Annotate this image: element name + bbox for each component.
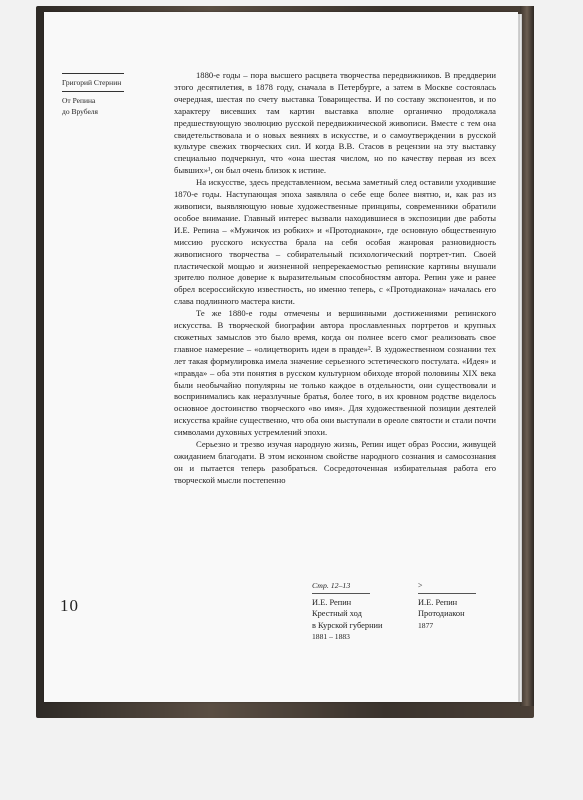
caption-arrow: > [418,581,423,590]
page-number: 10 [60,596,79,615]
book-spine [520,6,534,706]
caption-title: Крестный ход [312,609,362,618]
book-title-line-2: до Врубеля [62,107,98,116]
paragraph: На искусстве, здесь представленном, весьма заметный след оставили уходившие 1870-е годы. Наступающая эпоха заявляла о себе еще более внятно, и, как раз из живописи, выявляющую новые художественные принципы, современники обратили особое внимание. Главный интерес вызвали находившиеся в экспозиции две работы И.Е. Репина – «Мужичок из робких» и «Протодиакон», где основную общественную миссию русского искусства брала на себя особая жанровая разновидность живописного творчества – собирательный психологический портрет-тип. Своей пластической мощью и жизненной непререкаемостью репинские картины внушали зрителю полное доверие к выразительным способностям автора. Репин уже и ранее обрел всероссийскую известность, но именно теперь, с «Протодиакона» началась его слава подлинного мастера кисти. [174,177,496,307]
caption-page-ref: Стр. 12–13 [312,581,351,590]
running-header [62,73,172,117]
caption-dates: 1877 [418,620,434,630]
body-text [174,70,496,487]
paragraph: Серьезно и трезво изучая народную жизнь, Репин ищет образ России, живущей ожиданием благодати. В этом исконном свойстве народного сознания и самосознания он и пытается теперь разобраться. Сосредоточенная избирательная работа его творческой мысли постепенно [174,439,496,485]
caption-artist: И.Е. Репин [418,597,458,607]
caption-crucession [312,580,412,643]
caption-artist: И.Е. Репин [312,597,352,607]
caption-rule [312,593,370,594]
header-rule [62,91,124,92]
caption-rule [418,593,476,594]
caption-dates: 1881 – 1883 [312,632,350,641]
header-rule [62,73,124,74]
paragraph: Те же 1880-е годы отмечены и вершинными достижениями репинского искусства. В творческой биографии автора прославленных портретов и крупных сюжетных замыслов это было время, когда он полнее всего смог реализовать свое главное намерение – «олицетворить идеи в правде»². В художественном сознании тех лет такая формулировка имела значение серьезного эстетического постулата. «Идея» и «правда» – оба эти понятия в русском культурном обиходе второй половины XIX века были необычайно популярны не только каждое в отдельности, они существовали и воспринимались как неразлучные братья, более того, в их кровном родстве виделось основное достоинство творческого «во имя». Для художественной позиции деятелей искусства крайне существенно, что оба они выступали в ореоле святости и стали почти символами духовных устремлений эпохи. [174,308,496,438]
caption-protodeacon [418,580,508,631]
caption-title: в Курской губернии [312,620,383,630]
author-name: Григорий Стернин [62,78,122,87]
paragraph: 1880-е годы – пора высшего расцвета творчества передвижников. В преддверии этого десятилетия, в 1878 году, сначала в Петербурге, а затем в Москве состоялась очередная, шестая по счету выставка Товарищества. И по составу экспонентов, и по характеру висевших там картин выставка вполне органично продолжала предшествующую эволюцию русской передвижнической живописи. Вместе с тем она свидетельствовала и о новых веяниях в искусстве, и о самоутверждении в русской культуре свежих творческих сил. И когда В.В. Стасов в рецензии на эту выставку специально подчеркнул, что «она шестая числом, но по качеству первая из всех бывших»¹, он был очень близок к истине. [174,70,496,176]
book-title-line-1: От Репина [62,96,96,105]
caption-title: Протодиакон [418,609,465,618]
